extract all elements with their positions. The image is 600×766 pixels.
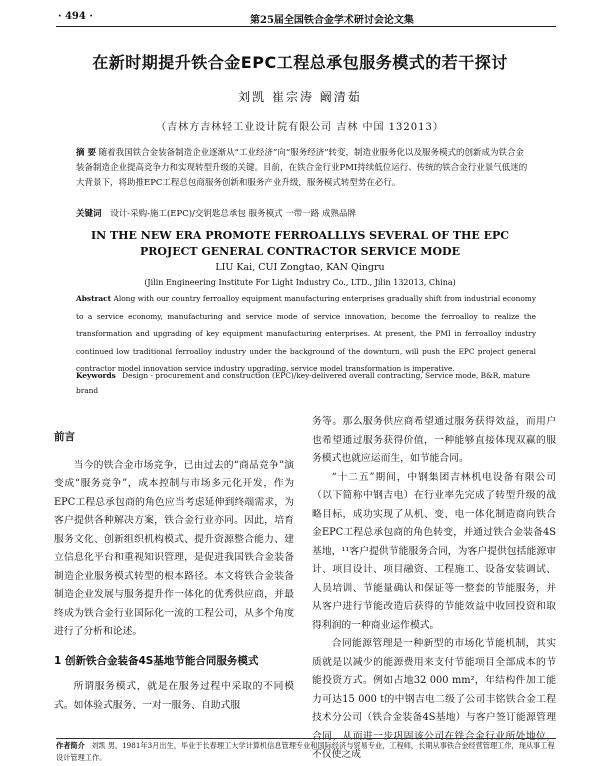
abstract-en-label: Abstract (76, 294, 112, 303)
keywords-en-label: Keywords (76, 371, 116, 380)
abstract-cn (76, 146, 532, 191)
abstract-cn-label: 摘 要 (76, 148, 96, 158)
left-column (54, 428, 294, 715)
abstract-en (76, 290, 536, 378)
section1-heading: 1 创新铁合金装备4S基地节能合同服务模式 (54, 654, 259, 667)
english-title (0, 228, 600, 260)
keywords-cn-label: 关键词 (76, 209, 102, 219)
english-title-line2: PROJECT GENERAL CONTRACTOR SERVICE MODE (140, 245, 460, 258)
paper-affiliation: （吉林方吉林轻工业设计院有限公司 吉林 中国 132013） (156, 122, 444, 133)
right-paragraph-1: 务等。那么服务供应商希望通过服务获得效益，而用户也希望通过服务获得价值，一种能够直接体现双赢的服务模式也就应运而生，如节能合同。 (312, 416, 556, 464)
footnote-label: 作者简介 (56, 741, 85, 750)
keywords-en (76, 368, 536, 398)
keywords-cn (76, 207, 532, 222)
english-title-line1: IN THE NEW ERA PROMOTE FERROALLLYS SEVERAL OF THE EPC (90, 229, 510, 242)
section-preface-heading: 前言 (54, 431, 75, 443)
section1-paragraph: 所谓服务模式，就是在服务过程中采取的不同模式。如体验式服务、一对一服务、自助式服 (54, 681, 294, 711)
paper-title: 在新时期提升铁合金EPC工程总承包服务模式的若干探讨 (92, 53, 508, 72)
footnote-divider (56, 738, 556, 739)
english-affiliation: (Jilin Engineering Institute For Light Industry Co., LTD., Jilin 132013, China) (144, 278, 456, 287)
right-paragraph-2: “十二五”期间，中钢集团吉林机电设备有限公司（以下简称中钢吉电）在行业率先完成了转型升级的战略目标，成功实现了从机、变、电一体化制造商向铁合金EPC工程总承包商的角色转变，并通过铁合金装备4S基地，¹¹客户提供节能服务合同，为客户提供包括能源审计、项目设计、项目融资、工程施工、设备安装调试、人员培训、节能量确认和保证等一整套的节能服务，并从客户进行节能改造后获得的节能效益中收回投资和取得利润的一种商业运作模式。 (312, 471, 556, 631)
page-number: · 494 · (58, 11, 93, 22)
keywords-en-text: Design - procurement and construction (EPC)/key-delivered overall contracting, Service mode, B&R, mature brand (76, 371, 531, 395)
abstract-cn-text: 随着我国铁合金装备制造企业逐渐从“工业经济”向“服务经济”转变，制造业服务化以及服务模式的创新成为铁合金装备制造企业提高竞争力和实现转型升级的关键。目前，在铁合金行业PMI持续低位运行、传统的铁合金行业景气低迷的大背景下，将助推EPC工程总包商服务创新和服务产业升级，服务模式转型势在必行。 (76, 148, 528, 188)
right-paragraph-3: 合同能源管理是一种新型的市场化节能机制，其实质就是以减少的能源费用来支付节能项目全部成本的节能投资方式。例如占地32 000 mm²，年结构件加工能力可达15 000 t的中钢吉电二级了公司丰铭铁合金工程技术分公司（铁合金装备4S基地）与客户签订能源管理合同，从而进一步巩固该公司在铁合金行业所处地位，不仅使之成 (312, 638, 556, 760)
header-divider (56, 26, 556, 27)
footnote-text: 刘凯 男，1981年3月出生，毕业于长春理工大学计算机信息管理专业和国际经济与贸易专业，工程师，长期从事铁合金经营管理工作，现从事工程设计管理工作。 (56, 741, 555, 762)
journal-name: 第25届全国铁合金学术研讨会论文集 (250, 15, 414, 26)
right-column (312, 413, 556, 765)
keywords-cn-text: 设计-采购-施工(EPC)/交钥匙总承包 服务模式 一带一路 成熟品牌 (110, 209, 356, 219)
english-authors: LIU Kai, CUI Zongtao, KAN Qingru (215, 262, 385, 273)
abstract-en-text: Along with our country ferroalloy equipment manufacturing enterprises gradually shift from industrial economy to a service economy, manufacturing and service mode of service innovation, become the ferroalloy to realize the transformation and upgrading of key equipment manufacturing enterprises. At present, the PMI in ferroalloy industry continued low traditional ferroalloy industry under the background of the downturn, will push the EPC project general contractor model innovation service industry upgrading, service model transformation is imperative. (76, 294, 536, 374)
paper-authors: 刘凯 崔宗涛 阚清茹 (238, 90, 362, 104)
author-footnote (56, 740, 556, 764)
preface-paragraph: 当今的铁合金市场竞争，已由过去的“商品竞争”演变成“服务竞争”，成本控制与市场多元化开发，作为EPC工程总承包商的角色应当考虑延伸到终端需求，为客户提供各种解决方案，铁合金行业亦同。因此，培育服务文化、创新组织机构模式、提升资源整合能力、建立信息化平台和重视知识管理，是促进我国铁合金装备制造企业服务模式转型的根本路径。本文将铁合金装备制造企业发展与服务提升作一体化的优秀供应商，并最终成为铁合金行业国际化一流的工程公司，从多个角度进行了分析和论述。 (54, 459, 294, 637)
